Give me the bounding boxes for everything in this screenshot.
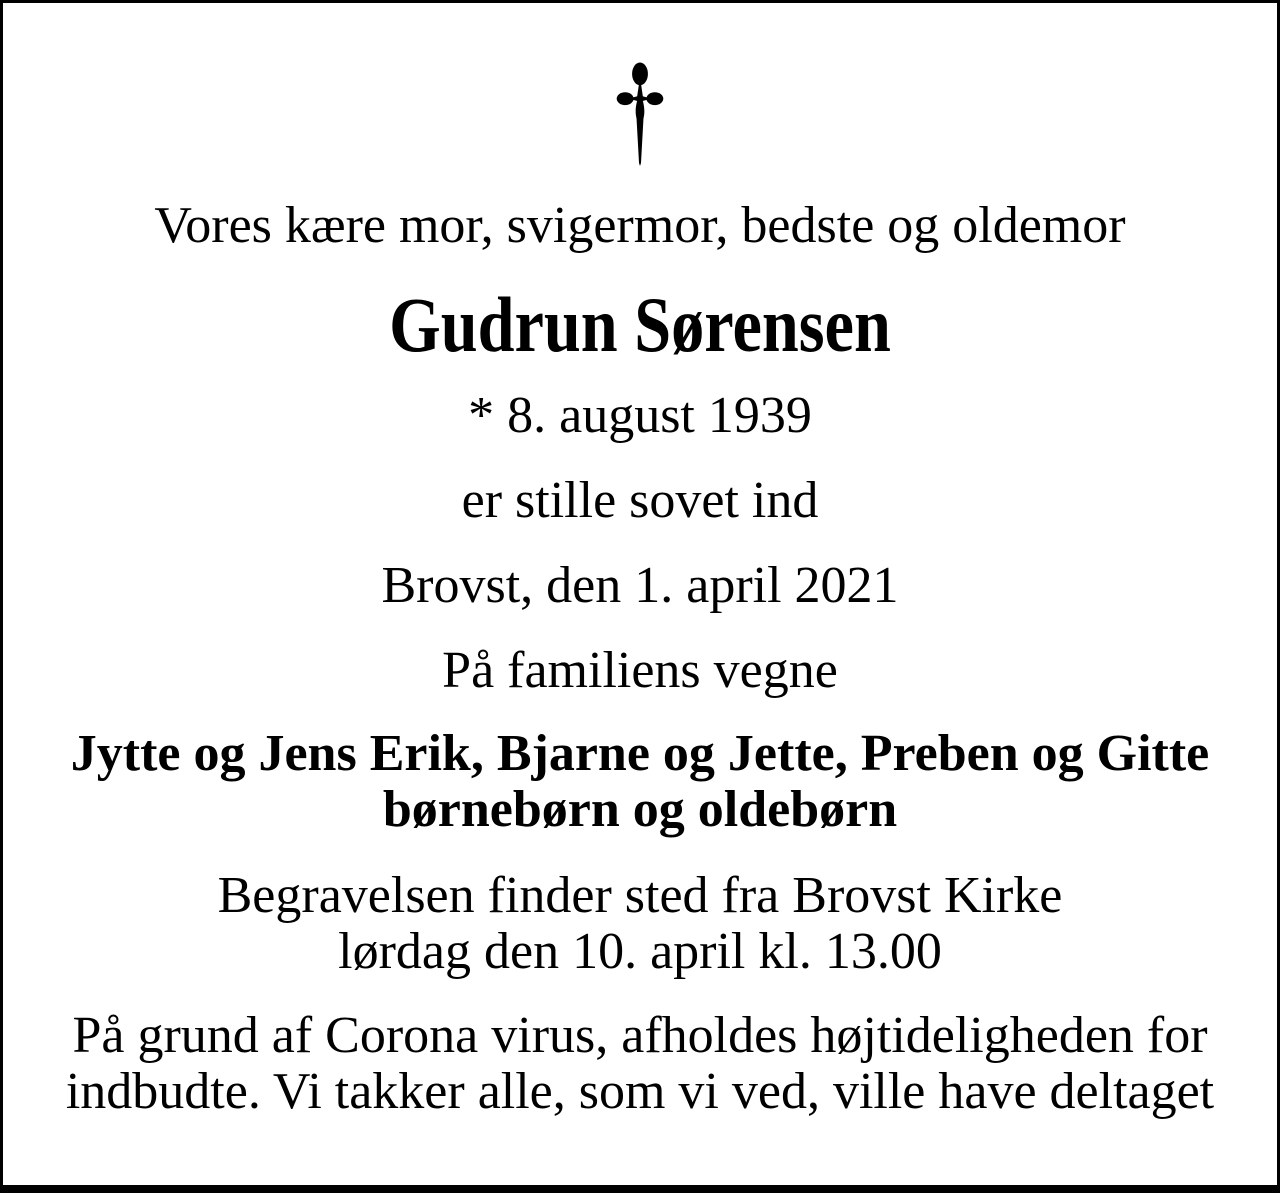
family-names-block (3, 726, 1277, 838)
family-names-line2: børnebørn og oldebørn (382, 781, 898, 838)
funeral-info-line1: Begravelsen finder sted fra Brovst Kirke (217, 867, 1063, 924)
birth-date-line: * 8. august 1939 (468, 387, 812, 444)
funeral-info-line2: lørdag den 10. april kl. 13.00 (338, 923, 942, 980)
intro-line: Vores kære mor, svigermor, bedste og oldemor (154, 197, 1126, 254)
corona-note-block (3, 1008, 1277, 1120)
corona-note-line2: indbudte. Vi takker alle, som vi ved, ville have deltaget (65, 1063, 1215, 1120)
death-phrase-line: er stille sovet ind (461, 472, 819, 529)
funeral-info-block (3, 868, 1277, 980)
place-date-line: Brovst, den 1. april 2021 (381, 557, 899, 614)
deceased-name: Gudrun Sørensen (389, 281, 891, 368)
memorial-cross-icon (615, 61, 665, 166)
family-names-line1: Jytte og Jens Erik, Bjarne og Jette, Preben og Gitte (70, 725, 1210, 782)
on-behalf-line: På familiens vegne (442, 642, 838, 699)
corona-note-line1: På grund af Corona virus, afholdes højtideligheden for (72, 1007, 1208, 1064)
